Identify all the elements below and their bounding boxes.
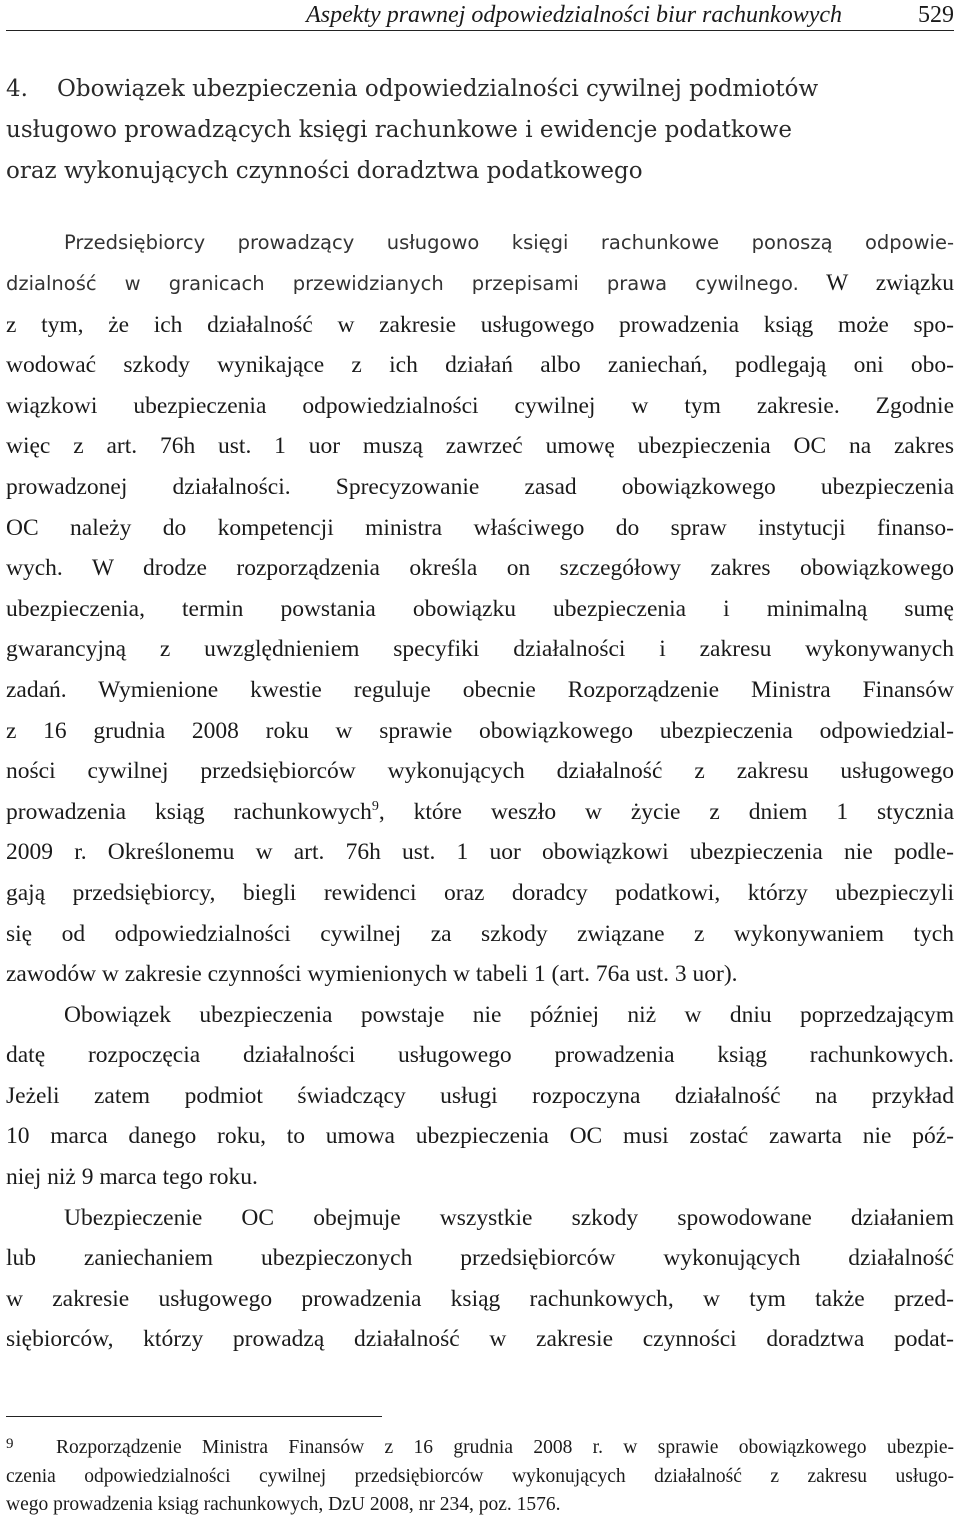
text-line: prowadzenia ksiąg rachunkowych$^9$, które weszło w życie z dniem 1 stycznia xyxy=(6,798,954,825)
text-line: w zakresie usługowego prowadzenia ksiąg rachunkowych, w tym także przed- xyxy=(6,1285,954,1312)
text-line: Ubezpieczenie OC obejmuje wszystkie szkody spowodowane działaniem xyxy=(64,1204,954,1231)
footnote-line: czenia odpowiedzialności cywilnej przedsiębiorców wykonujących działalność z zakresu usługo- xyxy=(6,1465,954,1487)
footnote-line: wego prowadzenia ksiąg rachunkowych, DzU 2008, nr 234, poz. 1576. xyxy=(6,1494,561,1515)
footnote-divider xyxy=(6,1416,382,1417)
text-line: zadań. Wymienione kwestie reguluje obecnie Rozporządzenie Ministra Finansów xyxy=(6,676,954,703)
paragraph-1 xyxy=(6,263,954,995)
footnote-reference[interactable]: 9 xyxy=(371,798,379,814)
text-line: wych. W drodze rozporządzenia określa on szczegółowy zakres obowiązkowego xyxy=(6,555,954,582)
text-line: OC należy do kompetencji ministra właściwego do spraw instytucji finanso- xyxy=(6,514,954,541)
section-number: 4. xyxy=(6,76,28,102)
text-line: gają przedsiębiorcy, biegli rewidenci oraz doradcy podatkowi, którzy ubezpieczyli xyxy=(6,879,954,906)
text-line: z 16 grudnia 2008 roku w sprawie obowiązkowego ubezpieczenia odpowiedzial- xyxy=(6,717,954,744)
section-heading xyxy=(6,69,946,192)
text-line: 10 marca danego roku, to umowa ubezpieczenia OC musi zostać zawarta nie póź- xyxy=(6,1123,954,1150)
text-line: wiązkowi ubezpieczenia odpowiedzialności cywilnej w tym zakresie. Zgodnie xyxy=(6,392,954,419)
text-line: ubezpieczenia, termin powstania obowiązku ubezpieczenia i minimalną sumę xyxy=(6,595,954,622)
page-number: 529 xyxy=(918,1,954,28)
text-line: datę rozpoczęcia działalności usługowego prowadzenia ksiąg rachunkowych. xyxy=(6,1042,954,1069)
text-line: więc z art. 76h ust. 1 uor muszą zawrzeć umowę ubezpieczenia OC na zakres xyxy=(6,433,954,460)
text-line: ności cywilnej przedsiębiorców wykonujących działalność z zakresu usługowego xyxy=(6,758,954,785)
paragraph-2 xyxy=(6,995,954,1198)
text-line: Obowiązek ubezpieczenia powstaje nie później niż w dniu poprzedzającym xyxy=(64,1001,954,1028)
text-line: zawodów w zakresie czynności wymienionych w tabeli 1 (art. 76a ust. 3 uor). xyxy=(6,961,738,988)
body-text xyxy=(6,263,954,1360)
text-line: niej niż 9 marca tego roku. xyxy=(6,1164,258,1191)
heading-line-3: oraz wykonujących czynności doradztwa podatkowego xyxy=(6,158,643,184)
running-header xyxy=(6,0,954,31)
footnote-line: 9 Rozporządzenie Ministra Finansów z 16 grudnia 2008 r. w sprawie obowiązkowego ubezpie- xyxy=(6,1436,954,1458)
text-line: dzialność w granicach przewidzianych przepisami prawa cywilnego. W związku xyxy=(6,270,954,296)
text-line: prowadzonej działalności. Sprecyzowanie zasad obowiązkowego ubezpieczenia xyxy=(6,473,954,500)
text-line: lub zaniechaniem ubezpieczonych przedsiębiorców wykonujących działalność xyxy=(6,1245,954,1272)
running-title: Aspekty prawnej odpowiedzialności biur rachunkowych xyxy=(306,1,842,28)
text-line: gwarancyjną z uwzględnieniem specyfiki działalności i zakresu wykonywanych xyxy=(6,636,954,663)
text-line: Jeżeli zatem podmiot świadczący usługi rozpoczyna działalność na przykład xyxy=(6,1082,954,1109)
text-line: 2009 r. Określonemu w art. 76h ust. 1 uor obowiązkowi ubezpieczenia nie podle- xyxy=(6,839,954,866)
heading-line-2: usługowo prowadzących księgi rachunkowe i ewidencje podatkowe xyxy=(6,117,792,143)
paragraph-3 xyxy=(6,1198,954,1360)
text-line: wodować szkody wynikające z ich działań albo zaniechań, podlegają oni obo- xyxy=(6,352,954,379)
text-line: się od odpowiedzialności cywilnej za szkody związane z wykonywaniem tych xyxy=(6,920,954,947)
paragraph-1-first-line: Przedsiębiorcy prowadzący usługowo księgi rachunkowe ponoszą odpowie- xyxy=(64,231,954,254)
heading-line-1: 4. Obowiązek ubezpieczenia odpowiedzialności cywilnej podmiotów xyxy=(6,69,946,110)
text-line: siębiorców, którzy prowadzą działalność w zakresie czynności doradztwa podat- xyxy=(6,1326,954,1353)
footnote xyxy=(6,1434,954,1520)
text-line: z tym, że ich działalność w zakresie usługowego prowadzenia ksiąg może spo- xyxy=(6,311,954,338)
